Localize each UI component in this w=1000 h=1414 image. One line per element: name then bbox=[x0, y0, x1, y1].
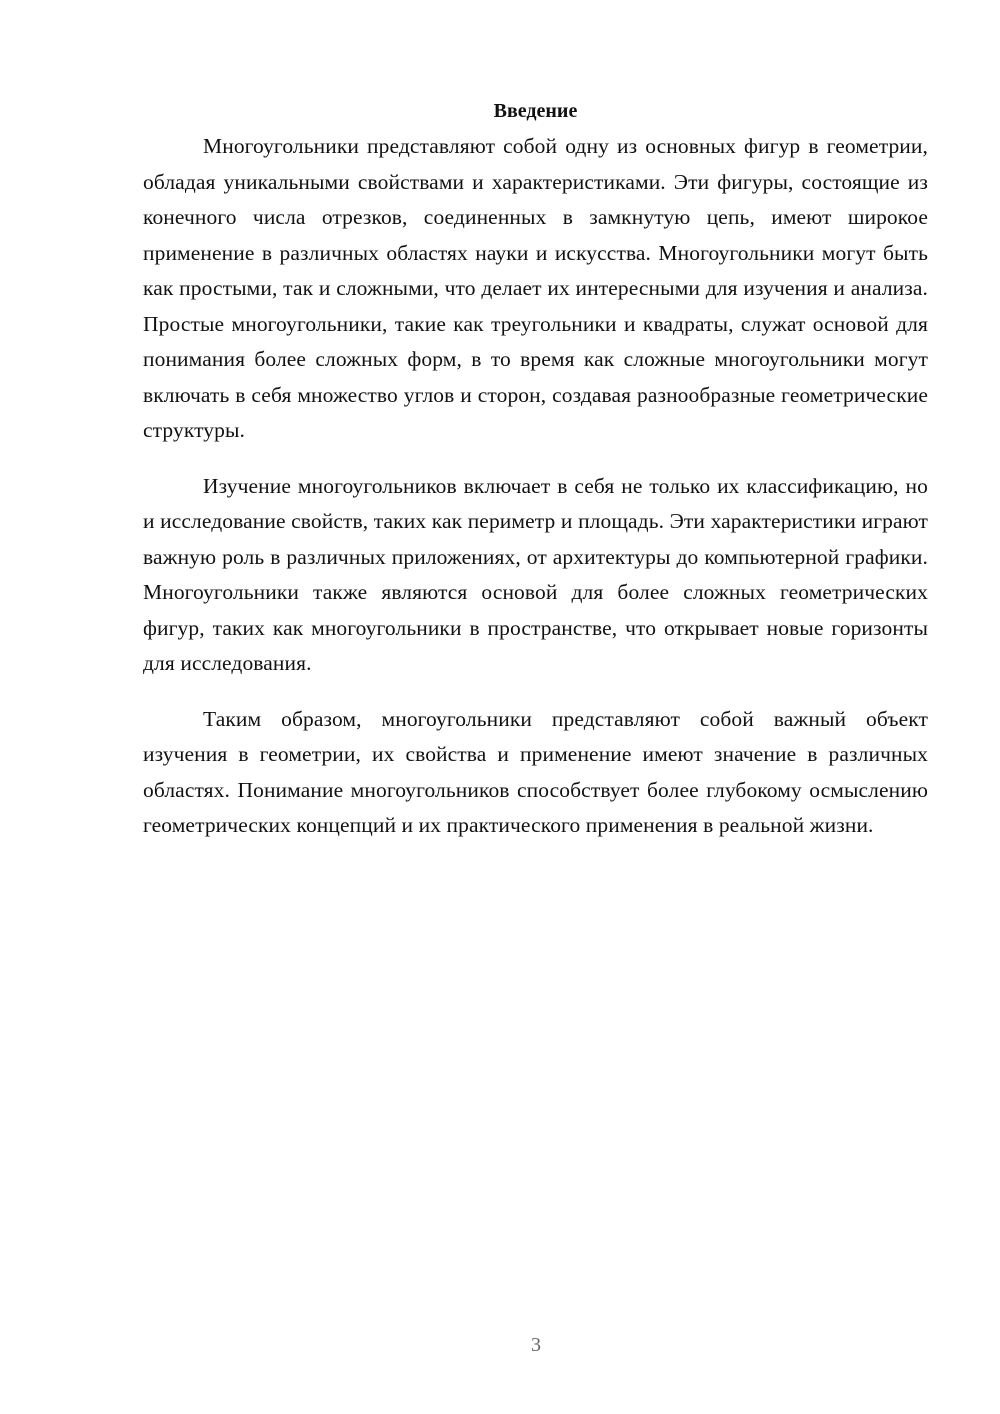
paragraph-1: Многоугольники представляют собой одну из основных фигур в геометрии, обладая уникальными свойствами и характеристиками. Эти фигуры, состоящие из конечного числа отрезков, соединенных в замкнутую цепь, имеют широкое применение в различных областях науки и искусства. Многоугольники могут быть как простыми, так и сложными, что делает их интересными для изучения и анализа. Простые многоугольники, такие как треугольники и квадраты, служат основой для понимания более сложных форм, в то время как сложные многоугольники могут включать в себя множество углов и сторон, создавая разнообразные геометрические структуры. bbox=[143, 134, 928, 442]
page-number: 3 bbox=[531, 1334, 541, 1356]
paragraph-2: Изучение многоугольников включает в себя не только их классификацию, но и исследование свойств, таких как периметр и площадь. Эти характеристики играют важную роль в различных приложениях, от архитектуры до компьютерной графики. Многоугольники также являются основой для более сложных геометрических фигур, таких как многоугольники в пространстве, что открывает новые горизонты для исследования. bbox=[143, 473, 928, 675]
section-title: Введение bbox=[493, 100, 578, 122]
page-content bbox=[143, 96, 928, 864]
paragraph-3: Таким образом, многоугольники представляют собой важный объект изучения в геометрии, их свойства и применение имеют значение в различных областях. Понимание многоугольников способствует более глубокому осмыслению геометрических концепций и их практического применения в реальной жизни. bbox=[143, 706, 928, 837]
